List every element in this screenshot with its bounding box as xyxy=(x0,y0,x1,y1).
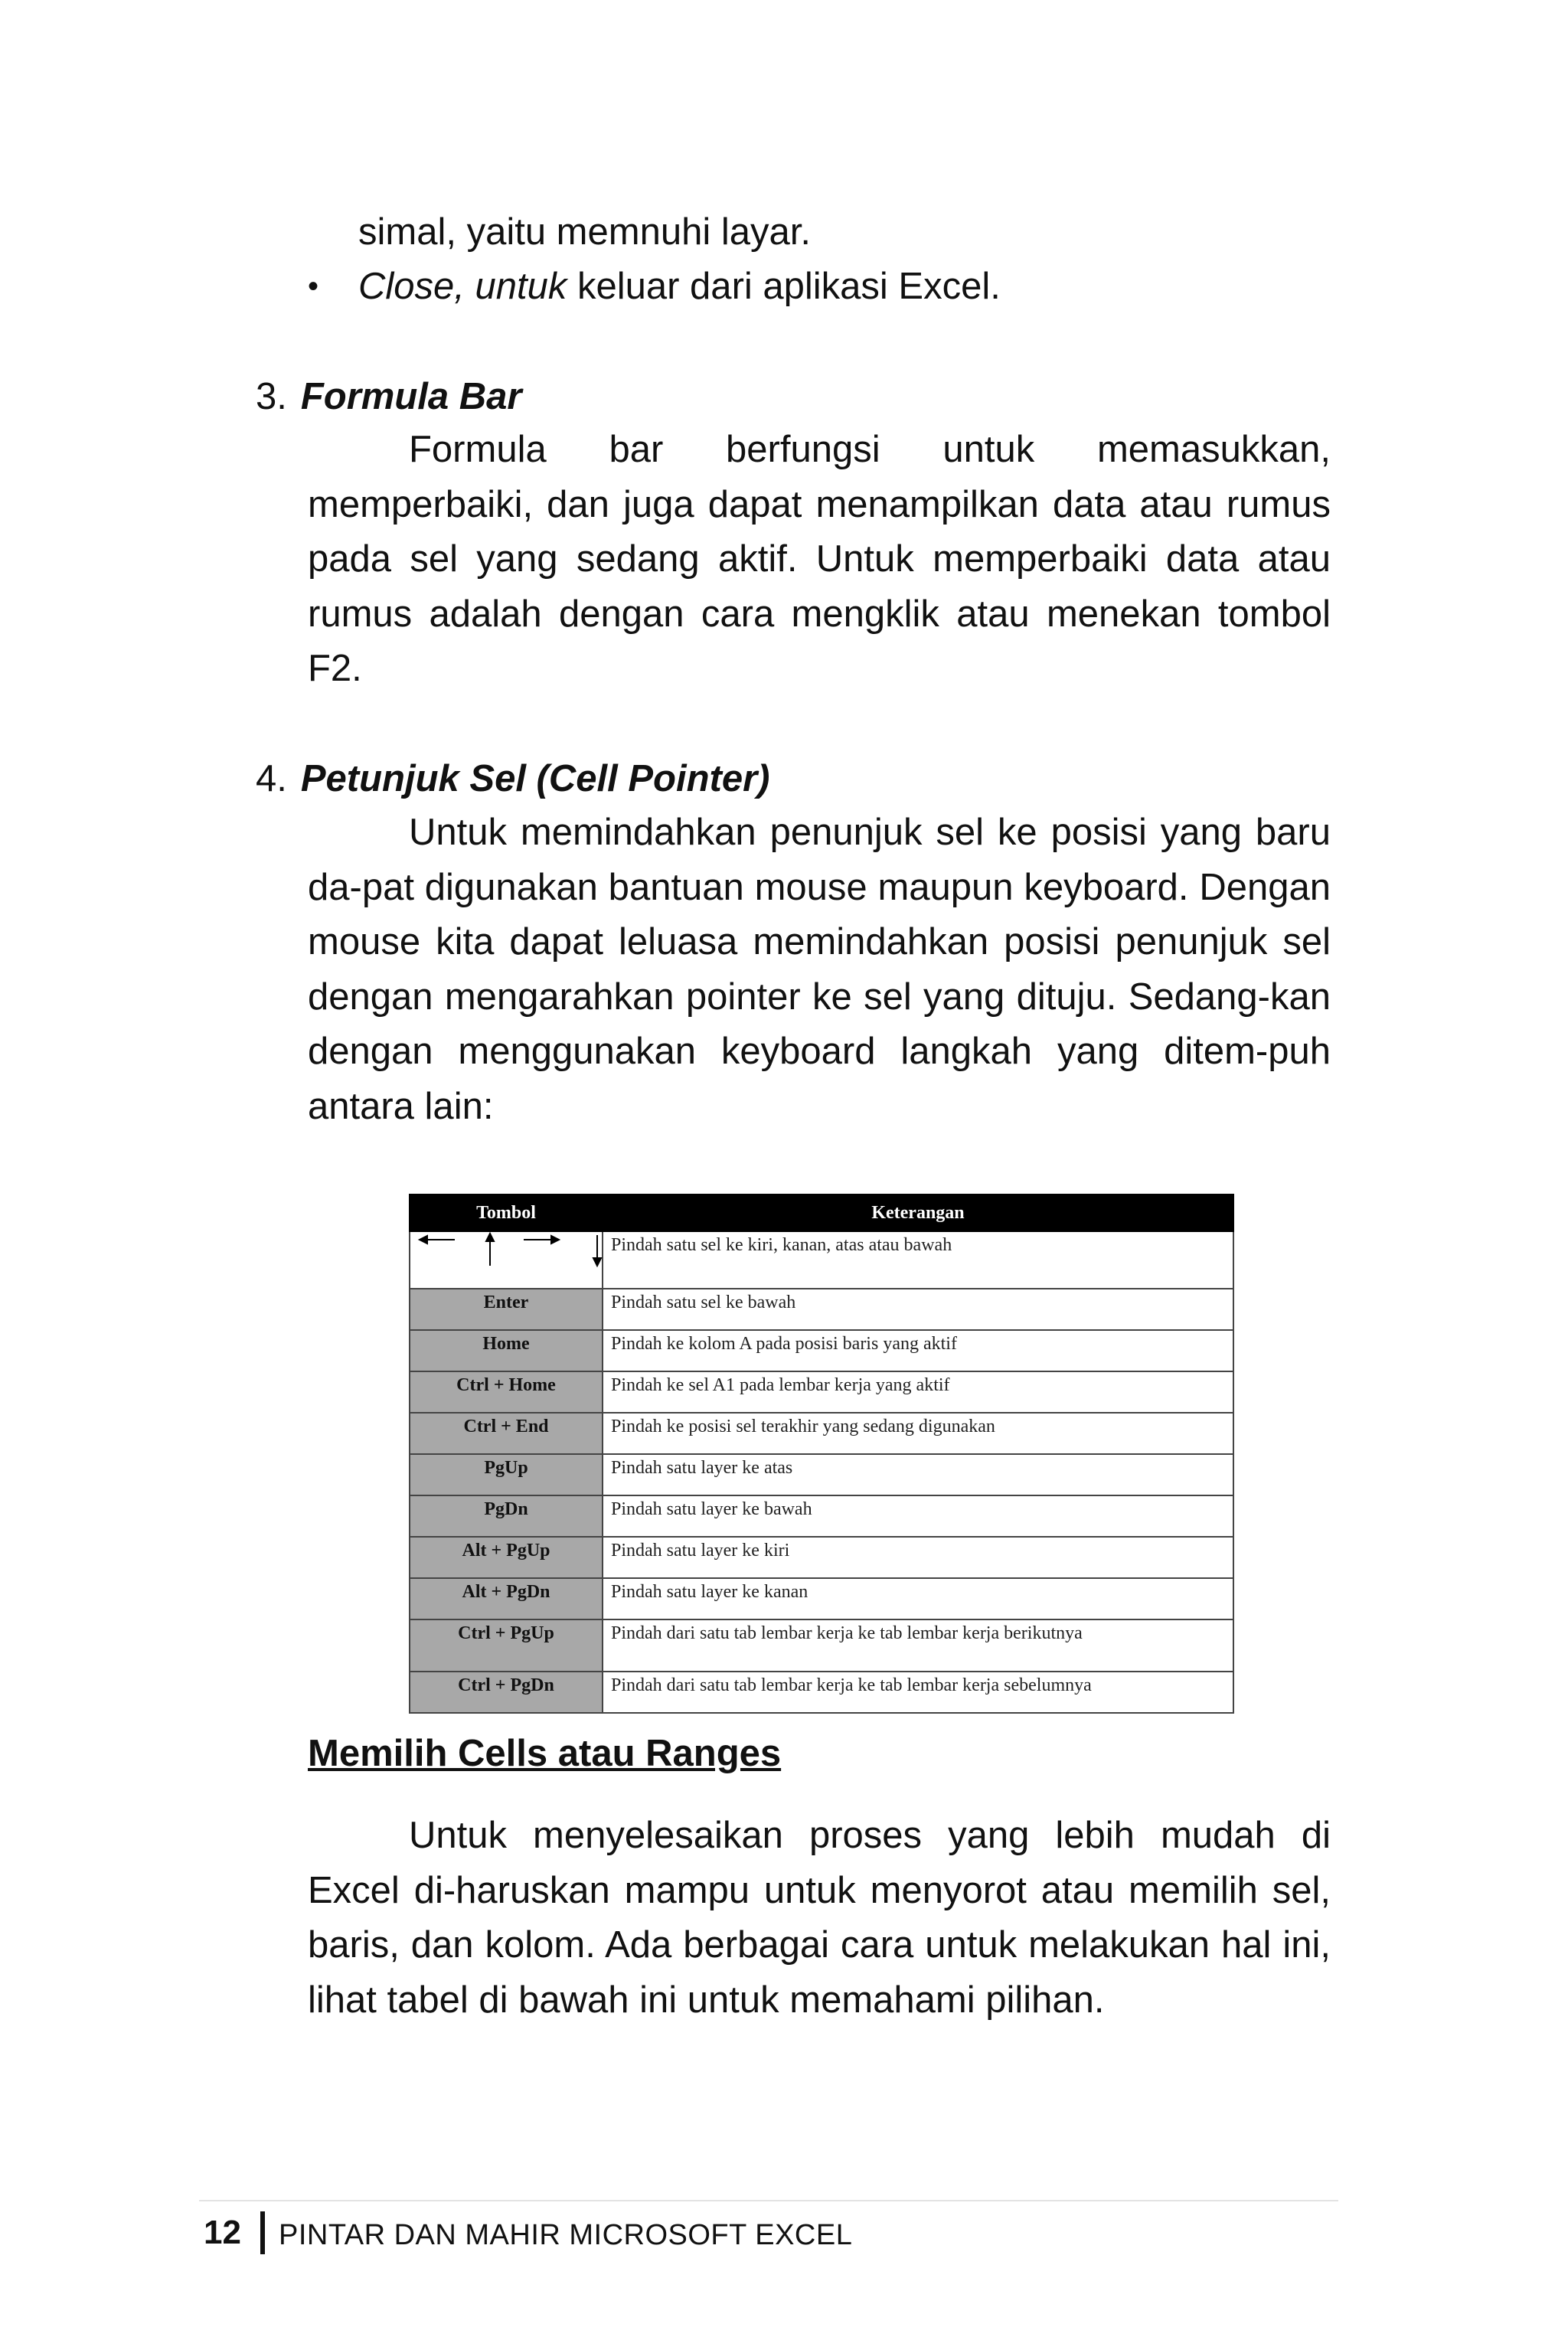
table-row xyxy=(410,1289,1233,1330)
desc-cell: Pindah ke kolom A pada posisi baris yang aktif xyxy=(603,1330,1233,1371)
footer-divider xyxy=(199,2200,1338,2201)
key-cell: Ctrl + Home xyxy=(410,1371,603,1413)
arrow-keys-graphic xyxy=(410,1232,603,1283)
book-title: PINTAR DAN MAHIR MICROSOFT EXCEL xyxy=(279,2219,853,2251)
section-3-title: Formula Bar xyxy=(300,376,522,417)
desc-cell: Pindah dari satu tab lembar kerja ke tab lembar kerja sebelumnya xyxy=(603,1672,1233,1713)
desc-cell: Pindah satu layer ke atas xyxy=(603,1454,1233,1495)
down-arrow-icon xyxy=(593,1235,601,1266)
table-row xyxy=(410,1231,1233,1289)
section-3-body: Formula bar berfungsi untuk memasukkan, memperbaiki, dan juga dapat menampilkan data atau rumus pada sel yang sedang aktif. Untuk memperbaiki data atau rumus adalah dengan cara mengklik atau menekan tombol F2. xyxy=(308,429,1331,689)
bullet-item-rest: keluar dari aplikasi Excel. xyxy=(567,266,1001,307)
arrow-keys-cell xyxy=(410,1231,603,1289)
section-4-heading xyxy=(256,756,769,802)
key-cell: Enter xyxy=(410,1289,603,1330)
keyboard-navigation-table xyxy=(409,1194,1234,1714)
table-row xyxy=(410,1454,1233,1495)
bullet-icon: • xyxy=(308,270,319,303)
arrow-keys-desc: Pindah satu sel ke kiri, kanan, atas atau bawah xyxy=(603,1231,1233,1289)
key-cell: Alt + PgUp xyxy=(410,1537,603,1578)
desc-cell: Pindah satu layer ke kiri xyxy=(603,1537,1233,1578)
section-4-body: Untuk memindahkan penunjuk sel ke posisi yang baru da-pat digunakan bantuan mouse maupun keyboard. Dengan mouse kita dapat leluasa memindahkan posisi penunjuk sel dengan mengarahkan pointer ke sel yang dituju. Sedang-kan dengan menggunakan keyboard langkah yang ditem-puh antara lain: xyxy=(308,812,1331,1127)
table-row xyxy=(410,1537,1233,1578)
section-5-heading: Memilih Cells atau Ranges xyxy=(308,1733,782,1774)
page-number: 12 xyxy=(204,2214,241,2251)
key-cell: PgDn xyxy=(410,1495,603,1537)
table-row xyxy=(410,1619,1233,1672)
desc-cell: Pindah ke posisi sel terakhir yang sedang digunakan xyxy=(603,1413,1233,1454)
key-cell: Alt + PgDn xyxy=(410,1578,603,1619)
table-row xyxy=(410,1578,1233,1619)
bullet-item-italic: Close, untuk xyxy=(358,266,567,307)
right-arrow-icon xyxy=(524,1236,559,1244)
key-cell: Home xyxy=(410,1330,603,1371)
desc-cell: Pindah satu sel ke bawah xyxy=(603,1289,1233,1330)
desc-cell: Pindah satu layer ke bawah xyxy=(603,1495,1233,1537)
section-3-number: 3. xyxy=(256,376,287,417)
table-row xyxy=(410,1330,1233,1371)
table-header-tombol: Tombol xyxy=(410,1195,603,1231)
section-4-title: Petunjuk Sel (Cell Pointer) xyxy=(300,758,770,799)
table-row xyxy=(410,1413,1233,1454)
key-cell: Ctrl + End xyxy=(410,1413,603,1454)
footer-separator xyxy=(260,2211,265,2254)
table-header-row xyxy=(410,1195,1233,1231)
table-header-keterangan: Keterangan xyxy=(603,1195,1233,1231)
section-4-number: 4. xyxy=(256,758,287,799)
key-cell: PgUp xyxy=(410,1454,603,1495)
key-cell: Ctrl + PgDn xyxy=(410,1672,603,1713)
table-row xyxy=(410,1371,1233,1413)
left-arrow-icon xyxy=(420,1236,455,1244)
continuation-text: simal, yaitu memnuhi layar. xyxy=(358,211,811,253)
section-3-heading xyxy=(256,374,522,420)
section-5-body: Untuk menyelesaikan proses yang lebih mudah di Excel di-haruskan mampu untuk menyorot atau memilih sel, baris, dan kolom. Ada berbagai cara untuk melakukan hal ini, lihat tabel di bawah ini untuk memahami pilihan. xyxy=(308,1815,1331,2021)
desc-cell: Pindah ke sel A1 pada lembar kerja yang aktif xyxy=(603,1371,1233,1413)
bullet-item-close xyxy=(358,263,1001,309)
desc-cell: Pindah satu layer ke kanan xyxy=(603,1578,1233,1619)
table-row xyxy=(410,1495,1233,1537)
table-row xyxy=(410,1672,1233,1713)
up-arrow-icon xyxy=(486,1234,494,1266)
key-cell: Ctrl + PgUp xyxy=(410,1619,603,1672)
desc-cell: Pindah dari satu tab lembar kerja ke tab lembar kerja berikutnya xyxy=(603,1619,1233,1672)
